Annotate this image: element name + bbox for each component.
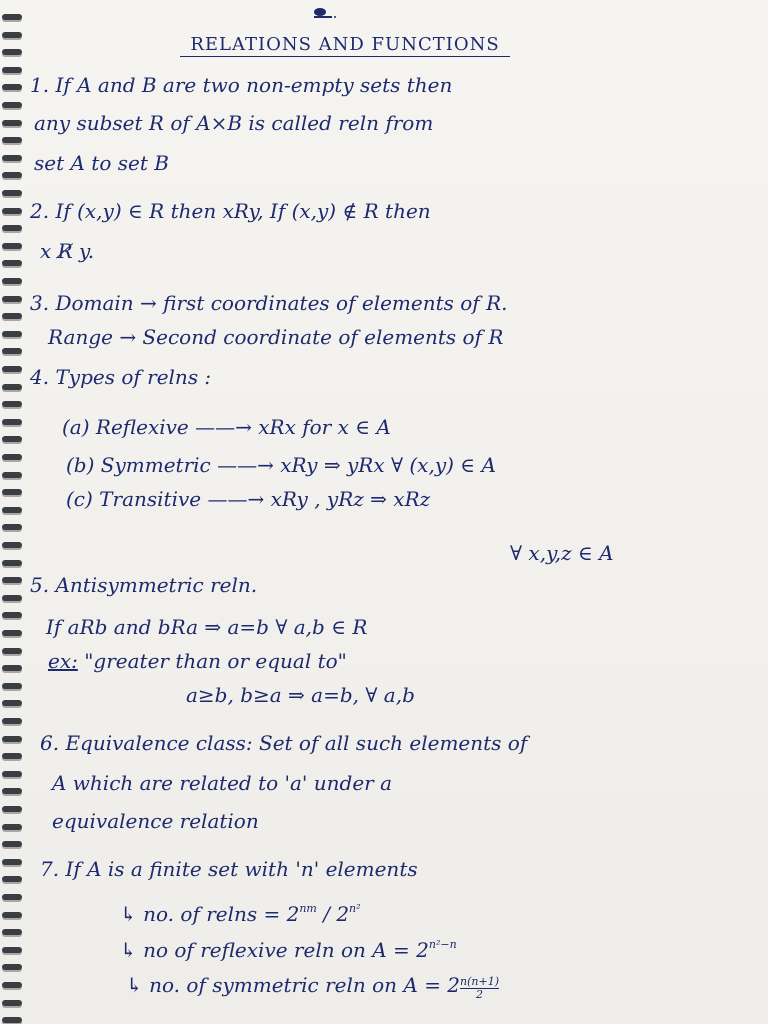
- binding-ring: [2, 947, 22, 953]
- binding-ring: [2, 296, 22, 302]
- binding-ring: [2, 120, 22, 126]
- item5-definition: If aRb and bRa ⇒ a=b ∀ a,b ∈ R: [46, 615, 368, 639]
- binding-ring: [2, 489, 22, 495]
- item7-symmetric-text: ↳ no. of symmetric reln on A = 2: [126, 973, 461, 997]
- binding-ring: [2, 137, 22, 143]
- item7-symmetric-exp: [460, 976, 499, 1001]
- binding-ring: [2, 788, 22, 794]
- item1-line2: any subset R of A×B is called reln from: [34, 111, 434, 135]
- item5-example-text: "greater than or equal to": [84, 649, 347, 673]
- binding-ring: [2, 507, 22, 513]
- binding-ring: [2, 841, 22, 847]
- item2-line1: 2. If (x,y) ∈ R then xRy, If (x,y) ∉ R then: [30, 199, 431, 223]
- binding-ring: [2, 700, 22, 706]
- item2-line2: x R̸ y.: [40, 239, 95, 263]
- item7-symmetric-exp-num: n(n+1): [460, 975, 500, 988]
- binding-ring: [2, 278, 22, 284]
- item7-reflexive-count: [120, 932, 457, 963]
- binding-ring: [2, 859, 22, 865]
- binding-ring: [2, 348, 22, 354]
- item1-line1: 1. If A and B are two non-empty sets then: [30, 73, 453, 97]
- binding-ring: [2, 630, 22, 636]
- binding-ring: [2, 454, 22, 460]
- item7-reflexive-text: ↳ no of reflexive reln on A = 2: [120, 938, 429, 962]
- binding-ring: [2, 102, 22, 108]
- item3-domain: 3. Domain → first coordinates of elements of R.: [30, 291, 508, 315]
- binding-ring: [2, 912, 22, 918]
- binding-ring: [2, 683, 22, 689]
- binding-ring: [2, 1000, 22, 1006]
- item5-example-label: ex:: [48, 649, 78, 673]
- item5-heading: 5. Antisymmetric reln.: [30, 573, 258, 597]
- binding-ring: [2, 419, 22, 425]
- item5-example: [48, 648, 347, 674]
- notebook-logo-icon: [310, 4, 340, 20]
- binding-ring: [2, 190, 22, 196]
- item7-symmetric-count: [126, 972, 499, 1001]
- binding-ring: [2, 401, 22, 407]
- binding-ring: [2, 964, 22, 970]
- binding-ring: [2, 67, 22, 73]
- item6-line1: 6. Equivalence class: Set of all such elements of: [40, 731, 528, 755]
- binding-ring: [2, 331, 22, 337]
- item7-reflexive-exp: n²−n: [428, 938, 457, 951]
- item4-symmetric: (b) Symmetric ——→ xRy ⇒ yRx ∀ (x,y) ∈ A: [66, 453, 496, 477]
- binding-ring: [2, 225, 22, 231]
- item7-relations-count: [120, 896, 361, 927]
- binding-ring: [2, 243, 22, 249]
- binding-ring: [2, 665, 22, 671]
- binding-ring: [2, 577, 22, 583]
- binding-ring: [2, 366, 22, 372]
- binding-ring: [2, 155, 22, 161]
- binding-ring: [2, 14, 22, 20]
- binding-ring: [2, 612, 22, 618]
- item7-relations-mid: / 2: [316, 902, 350, 926]
- binding-ring: [2, 436, 22, 442]
- binding-ring: [2, 753, 22, 759]
- item4-transitive-quantifier: ∀ x,y,z ∈ A: [510, 541, 614, 565]
- binding-ring: [2, 824, 22, 830]
- binding-ring: [2, 876, 22, 882]
- item6-line3: equivalence relation: [52, 809, 259, 833]
- binding-ring: [2, 208, 22, 214]
- binding-ring: [2, 260, 22, 266]
- item5-example-math: a≥b, b≥a ⇒ a=b, ∀ a,b: [186, 683, 415, 707]
- item7-symmetric-exp-den: 2: [476, 988, 484, 1001]
- binding-ring: [2, 648, 22, 654]
- binding-ring: [2, 771, 22, 777]
- item3-range: Range → Second coordinate of elements of R: [48, 325, 504, 349]
- item7-relations-exp2: n²: [349, 902, 361, 915]
- binding-ring: [2, 595, 22, 601]
- binding-ring: [2, 718, 22, 724]
- item7-line1: 7. If A is a finite set with 'n' elements: [40, 857, 418, 881]
- item4-transitive: (c) Transitive ——→ xRy , yRz ⇒ xRz: [66, 487, 431, 511]
- binding-ring: [2, 542, 22, 548]
- binding-ring: [2, 472, 22, 478]
- binding-ring: [2, 172, 22, 178]
- item1-line3: set A to set B: [34, 151, 169, 175]
- item4-reflexive: (a) Reflexive ——→ xRx for x ∈ A: [62, 415, 391, 439]
- spiral-binding: [0, 0, 26, 1024]
- item7-relations-text: ↳ no. of relns = 2: [120, 902, 300, 926]
- binding-ring: [2, 32, 22, 38]
- binding-ring: [2, 384, 22, 390]
- binding-ring: [2, 313, 22, 319]
- binding-ring: [2, 894, 22, 900]
- binding-ring: [2, 982, 22, 988]
- binding-ring: [2, 84, 22, 90]
- item7-relations-exp1: nm: [299, 902, 317, 915]
- binding-ring: [2, 929, 22, 935]
- binding-ring: [2, 560, 22, 566]
- page-title: RELATIONS AND FUNCTIONS: [180, 34, 510, 57]
- item6-line2: A which are related to 'a' under a: [52, 771, 393, 795]
- binding-ring: [2, 524, 22, 530]
- item4-heading: 4. Types of relns :: [30, 365, 212, 389]
- binding-ring: [2, 49, 22, 55]
- binding-ring: [2, 806, 22, 812]
- binding-ring: [2, 1017, 22, 1023]
- binding-ring: [2, 736, 22, 742]
